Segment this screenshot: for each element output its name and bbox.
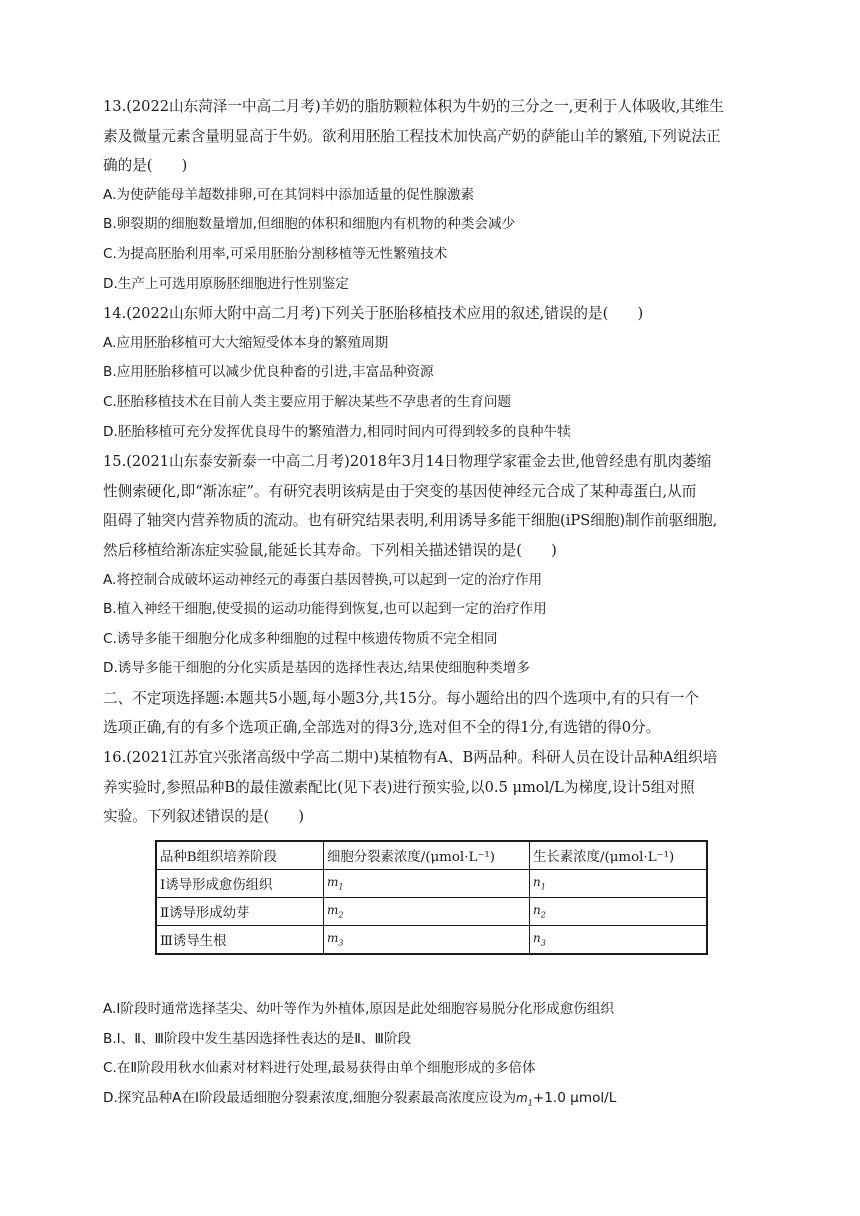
table-cell-auxin (530, 870, 708, 898)
table-cell-stage: Ⅱ诱导形成幼芽 (156, 898, 324, 926)
q15-stem-line-4: 然后移植给渐冻症实验鼠,能延长其寿命。下列相关描述错误的是( ) (103, 541, 557, 559)
q15-stem-line-2: 性侧索硬化,即“渐冻症”。有研究表明该病是由于突变的基因使神经元合成了某种毒蛋白,从而 (103, 482, 697, 500)
table-row (156, 898, 707, 926)
q16-stem-line-1: 16.(2021江苏宜兴张渚高级中学高二期中)某植物有A、B两品种。科研人员在设计品种A组织培 (103, 749, 718, 767)
q16-option-d (103, 1084, 723, 1118)
q15-stem-line-1: 15.(2021山东泰安新泰一中高二月考)2018年3月14日物理学家霍金去世,他曾经患有肌肉萎缩 (103, 453, 712, 471)
symbol-subscript: 2 (338, 910, 344, 920)
symbol-m: m (327, 931, 339, 946)
table-row (156, 926, 707, 955)
section2-instructions-line-1: 二、不定项选择题:本题共5小题,每小题3分,共15分。每小题给出的四个选项中,有的只有一个 (103, 689, 699, 707)
q15-stem-line-3: 阻碍了轴突内营养物质的流动。也有研究结果表明,利用诱导多能干细胞(iPS细胞)制作前驱细胞, (103, 512, 718, 530)
table-cell-stage: Ⅲ诱导生根 (156, 926, 324, 955)
q13-option-b: B.卵裂期的细胞数量增加,但细胞的体积和细胞内有机物的种类会减少 (103, 216, 516, 233)
q14-option-c: C.胚胎移植技术在目前人类主要应用于解决某些不孕患者的生育问题 (103, 393, 512, 410)
table-cell-auxin (530, 898, 708, 926)
q14-option-a: A.应用胚胎移植可大大缩短受体本身的繁殖周期 (103, 334, 389, 351)
q16-option-d-prefix: D.探究品种A在Ⅰ阶段最适细胞分裂素浓度,细胞分裂素最高浓度应设为 (103, 1089, 517, 1106)
symbol-subscript: 3 (540, 938, 546, 948)
section2-instructions-line-2: 选项正确,有的有多个选项正确,全部选对的得3分,选对但不全的得1分,有选错的得0分。 (103, 719, 661, 737)
symbol-subscript: 3 (338, 938, 344, 948)
q15-option-a: A.将控制合成破坏运动神经元的毒蛋白基因替换,可以起到一定的治疗作用 (103, 571, 543, 588)
table-header-cytokinin: 细胞分裂素浓度/(μmol·L⁻¹) (324, 841, 530, 870)
q16-option-a: A.Ⅰ阶段时通常选择茎尖、幼叶等作为外植体,原因是此处细胞容易脱分化形成愈伤组织 (103, 1001, 615, 1017)
symbol-subscript: 1 (540, 882, 546, 892)
q13-option-a: A.为使萨能母羊超数排卵,可在其饲料中添加适量的促性腺激素 (103, 186, 475, 203)
q16-stem-line-3: 实验。下列叙述错误的是( ) (103, 808, 305, 826)
table-header-row (156, 841, 707, 870)
q16-option-b: B.Ⅰ、Ⅱ、Ⅲ阶段中发生基因选择性表达的是Ⅱ、Ⅲ阶段 (103, 1030, 412, 1047)
symbol-m: m (516, 1090, 528, 1105)
table-header-auxin: 生长素浓度/(μmol·L⁻¹) (530, 841, 708, 870)
table-cell-stage: Ⅰ诱导形成愈伤组织 (156, 870, 324, 898)
symbol-m: m (327, 875, 339, 890)
q16-option-c: C.在Ⅱ阶段用秋水仙素对材料进行处理,最易获得由单个细胞形成的多倍体 (103, 1060, 536, 1077)
table-cell-auxin (530, 926, 708, 955)
symbol-subscript: 1 (338, 882, 344, 892)
symbol-n: n (533, 931, 541, 946)
table-cell-cytokinin (324, 870, 530, 898)
q13-stem-line-2: 素及微量元素含量明显高于牛奶。欲利用胚胎工程技术加快高产奶的萨能山羊的繁殖,下列说法正 (103, 127, 721, 145)
q13-stem-line-3: 确的是( ) (103, 157, 188, 175)
q13-option-c: C.为提高胚胎利用率,可采用胚胎分割移植等无性繁殖技术 (103, 245, 448, 262)
table-header-stage: 品种B组织培养阶段 (156, 841, 324, 870)
q16-stem-line-2: 养实验时,参照品种B的最佳激素配比(见下表)进行预实验,以0.5 μmol/L为梯度,设计5组对照 (103, 778, 695, 796)
hormone-ratio-table (155, 840, 708, 955)
symbol-subscript: 1 (527, 1098, 533, 1108)
q14-option-d: D.胚胎移植可充分发挥优良母牛的繁殖潜力,相同时间内可得到较多的良种牛犊 (103, 423, 571, 440)
symbol-n: n (533, 875, 541, 890)
symbol-m: m (327, 903, 339, 918)
q16-options (103, 995, 723, 1118)
q13-option-d: D.生产上可选用原肠胚细胞进行性别鉴定 (103, 275, 349, 292)
exam-page (103, 92, 723, 832)
q16-option-d-suffix: +1.0 μmol/L (532, 1089, 617, 1106)
table-cell-cytokinin (324, 926, 530, 955)
symbol-n: n (533, 903, 541, 918)
symbol-subscript: 2 (540, 910, 546, 920)
table-cell-cytokinin (324, 898, 530, 926)
q15-option-d: D.诱导多能干细胞的分化实质是基因的选择性表达,结果使细胞种类增多 (103, 660, 530, 677)
q15-option-b: B.植入神经干细胞,使受损的运动功能得到恢复,也可以起到一定的治疗作用 (103, 601, 547, 618)
q14-option-b: B.应用胚胎移植可以减少优良种畜的引进,丰富品种资源 (103, 364, 434, 381)
q14-stem-line-1: 14.(2022山东师大附中高二月考)下列关于胚胎移植技术应用的叙述,错误的是( ) (103, 305, 644, 323)
q13-stem-line-1: 13.(2022山东菏泽一中高二月考)羊奶的脂肪颗粒体积为牛奶的三分之一,更利于人体吸收,其维生 (103, 98, 724, 115)
table-row (156, 870, 707, 898)
q15-option-c: C.诱导多能干细胞分化成多种细胞的过程中核遗传物质不完全相同 (103, 630, 498, 647)
